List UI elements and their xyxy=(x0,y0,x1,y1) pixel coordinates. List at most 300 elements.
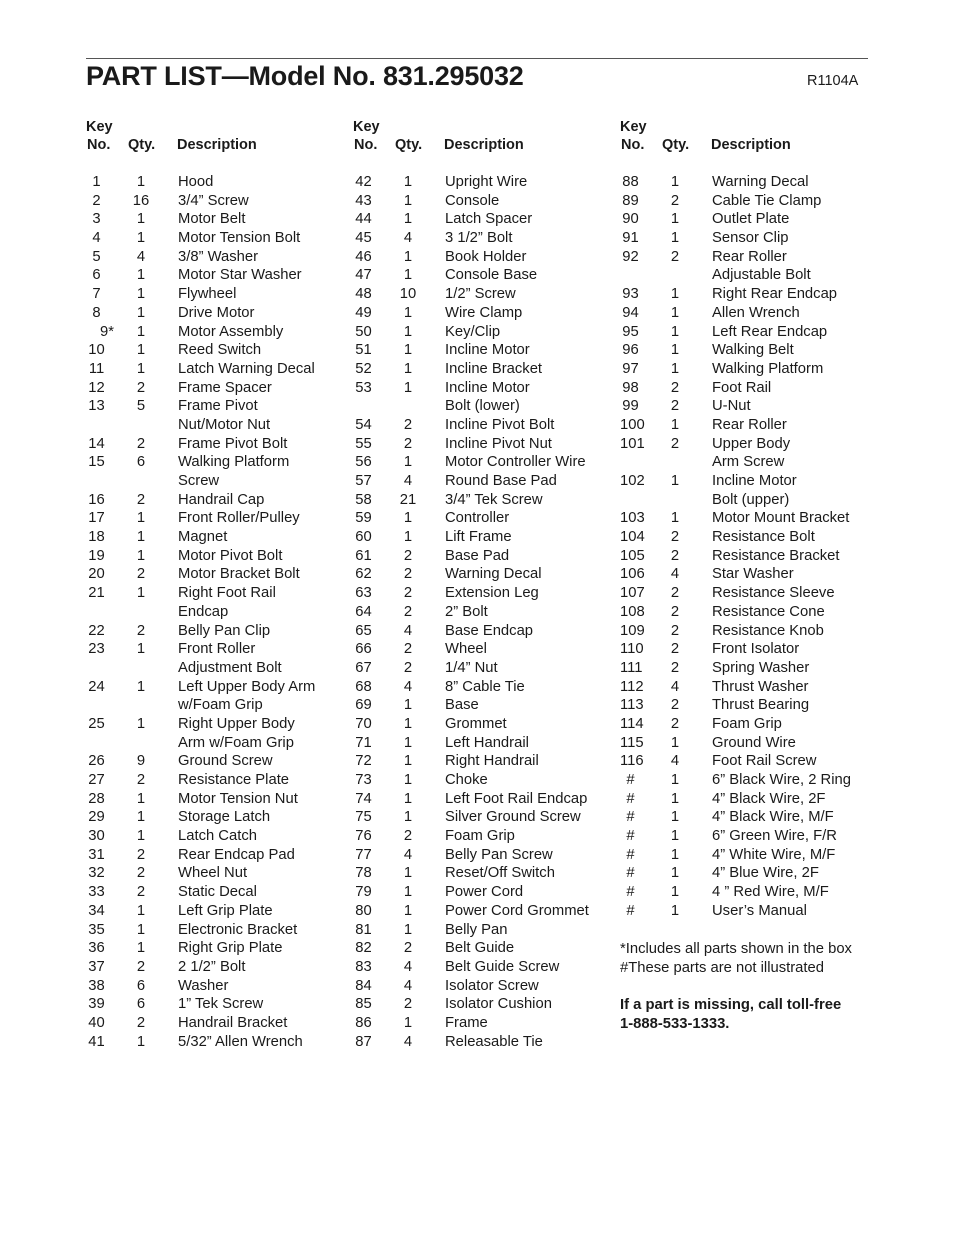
part-qty: 1 xyxy=(670,416,680,433)
part-qty: 1 xyxy=(136,267,146,284)
part-key: 18 xyxy=(88,529,105,546)
part-key: 104 xyxy=(620,529,645,546)
part-qty: 1 xyxy=(670,473,680,489)
part-key: 35 xyxy=(88,921,105,938)
part-description: User’s Manual xyxy=(712,902,807,919)
part-description: Cable Tie Clamp xyxy=(712,192,822,209)
part-key: 48 xyxy=(355,286,372,303)
part-key: 43 xyxy=(355,192,372,209)
part-qty: 1 xyxy=(136,360,146,377)
part-key: 111 xyxy=(620,659,643,676)
part-key: 110 xyxy=(620,641,644,658)
part-qty: 1 xyxy=(403,697,413,714)
part-key: 63 xyxy=(355,585,372,602)
part-qty: 1 xyxy=(670,286,680,303)
part-description: Thrust Washer xyxy=(712,678,809,695)
part-qty: 2 xyxy=(136,1014,146,1031)
part-qty: 2 xyxy=(403,416,413,433)
part-key: 62 xyxy=(355,566,372,583)
part-key: 1 xyxy=(92,174,101,190)
part-key: # xyxy=(626,865,635,882)
part-qty: 1 xyxy=(403,809,413,826)
part-qty: 1 xyxy=(403,529,413,546)
part-key: 105 xyxy=(620,547,645,564)
part-description: Star Washer xyxy=(712,566,794,583)
part-description: Foot Rail xyxy=(712,379,772,396)
part-qty: 1 xyxy=(670,510,680,527)
part-description: Resistance Plate xyxy=(178,772,290,788)
part-description: Left Upper Body Arm xyxy=(178,678,316,695)
part-description: Resistance Cone xyxy=(712,603,825,620)
part-qty: 2 xyxy=(136,772,146,788)
part-qty: 1 xyxy=(136,230,146,247)
part-description: Washer xyxy=(178,977,229,994)
part-key: 83 xyxy=(355,958,372,975)
part-key: 33 xyxy=(88,884,105,901)
part-qty: 1 xyxy=(670,884,680,901)
part-key: 27 xyxy=(88,772,105,788)
part-description: Sensor Clip xyxy=(712,230,789,247)
part-qty: 1 xyxy=(670,342,680,359)
part-description: Wheel Nut xyxy=(178,865,248,882)
part-qty: 1 xyxy=(670,323,680,340)
part-qty: 4 xyxy=(403,230,413,247)
part-key: 91 xyxy=(622,230,639,247)
part-qty: 2 xyxy=(670,398,680,415)
part-description: Bolt (lower) xyxy=(445,398,520,415)
part-qty: 2 xyxy=(670,529,680,546)
part-key: # xyxy=(626,846,635,863)
key-header: Key xyxy=(86,119,113,135)
part-qty: 1 xyxy=(670,174,680,190)
part-description: Releasable Tie xyxy=(445,1033,543,1050)
part-qty: 1 xyxy=(670,865,680,882)
no-header: No. xyxy=(87,137,111,153)
part-description: Nut/Motor Nut xyxy=(178,416,271,433)
part-qty: 1 xyxy=(403,510,413,527)
description-header: Description xyxy=(177,137,257,153)
part-description: Upper Body xyxy=(712,435,791,452)
part-description: 4” Black Wire, M/F xyxy=(712,809,834,826)
part-qty: 16 xyxy=(132,192,150,209)
part-description: Frame Pivot xyxy=(178,398,258,415)
part-description: Left Foot Rail Endcap xyxy=(445,790,588,807)
part-key: 15 xyxy=(88,454,105,471)
part-description: 1” Tek Screw xyxy=(178,996,264,1013)
part-description: Front Roller xyxy=(178,641,256,658)
part-key: 12 xyxy=(88,379,105,396)
part-key: 103 xyxy=(620,510,645,527)
part-key: 58 xyxy=(355,491,372,508)
part-description: Motor Tension Bolt xyxy=(178,230,301,247)
part-description: Screw xyxy=(178,473,220,489)
part-key: 46 xyxy=(355,248,372,265)
part-description: Upright Wire xyxy=(445,174,528,190)
part-qty: 5 xyxy=(136,398,146,415)
part-key: 78 xyxy=(355,865,372,882)
part-description: Right Grip Plate xyxy=(178,940,283,957)
part-qty: 2 xyxy=(403,566,413,583)
part-description: Arm w/Foam Grip xyxy=(178,734,294,751)
part-qty: 1 xyxy=(403,884,413,901)
part-qty: 1 xyxy=(403,790,413,807)
part-qty: 4 xyxy=(403,977,413,994)
part-key: 59 xyxy=(355,510,372,527)
part-description: Resistance Bolt xyxy=(712,529,815,546)
part-description: Latch Warning Decal xyxy=(178,360,315,377)
part-qty: 2 xyxy=(136,379,146,396)
part-key: 41 xyxy=(88,1033,105,1050)
part-qty: 1 xyxy=(403,323,413,340)
part-qty: 1 xyxy=(403,454,413,471)
part-key: 9* xyxy=(100,323,114,340)
part-qty: 1 xyxy=(403,342,413,359)
part-description: Electronic Bracket xyxy=(178,921,298,938)
part-qty: 4 xyxy=(403,846,413,863)
part-key: 25 xyxy=(88,715,105,732)
no-header: No. xyxy=(621,137,645,153)
part-description: Walking Platform xyxy=(178,454,290,471)
part-description: Belt Guide Screw xyxy=(445,958,560,975)
part-key: 7 xyxy=(92,286,101,303)
part-description: Frame Pivot Bolt xyxy=(178,435,288,452)
part-qty: 2 xyxy=(136,622,146,639)
part-qty: 1 xyxy=(136,921,146,938)
part-description: Walking Platform xyxy=(712,360,824,377)
part-key: # xyxy=(626,790,635,807)
part-qty: 1 xyxy=(136,529,146,546)
part-description: Base Pad xyxy=(445,547,510,564)
part-key: 76 xyxy=(355,828,372,845)
part-qty: 1 xyxy=(670,360,680,377)
part-description: Motor Mount Bracket xyxy=(712,510,850,527)
part-qty: 1 xyxy=(670,230,680,247)
part-qty: 2 xyxy=(670,192,680,209)
part-key: 11 xyxy=(88,360,105,377)
part-description: 3/8” Washer xyxy=(178,248,259,265)
part-description: 3/4” Tek Screw xyxy=(445,491,543,508)
part-qty: 1 xyxy=(403,211,413,228)
part-qty: 1 xyxy=(136,715,146,732)
part-key: 14 xyxy=(88,435,105,452)
part-qty: 1 xyxy=(136,828,146,845)
part-key: 40 xyxy=(88,1014,105,1031)
part-key: 77 xyxy=(355,846,372,863)
part-key: 23 xyxy=(88,641,105,658)
part-key: 50 xyxy=(355,323,372,340)
part-key: 90 xyxy=(622,211,639,228)
part-description: Reset/Off Switch xyxy=(445,865,555,882)
part-description: U-Nut xyxy=(712,398,751,415)
part-key: 60 xyxy=(355,529,372,546)
part-description: Arm Screw xyxy=(712,454,785,471)
part-description: Resistance Knob xyxy=(712,622,824,639)
part-key: 97 xyxy=(622,360,639,377)
part-description: Extension Leg xyxy=(445,585,539,602)
part-description: Right Upper Body xyxy=(178,715,295,732)
part-qty: 1 xyxy=(136,902,146,919)
part-key: 92 xyxy=(622,248,639,265)
part-description: Power Cord Grommet xyxy=(445,902,589,919)
part-qty: 2 xyxy=(136,958,146,975)
part-key: 51 xyxy=(355,342,372,359)
part-key: 65 xyxy=(355,622,372,639)
part-key: 112 xyxy=(620,678,644,695)
part-key: 67 xyxy=(355,659,372,676)
part-description: Bolt (upper) xyxy=(712,491,790,508)
part-qty: 1 xyxy=(136,1033,146,1050)
part-description: Static Decal xyxy=(178,884,257,901)
part-description: Storage Latch xyxy=(178,809,271,826)
part-qty: 4 xyxy=(403,958,413,975)
part-key: 37 xyxy=(88,958,105,975)
part-qty: 1 xyxy=(136,641,146,658)
part-description: 4” Blue Wire, 2F xyxy=(712,865,819,882)
part-key: 101 xyxy=(620,435,645,452)
part-key: 109 xyxy=(620,622,645,639)
part-key: 95 xyxy=(622,323,639,340)
part-qty: 2 xyxy=(136,884,146,901)
part-qty: 2 xyxy=(403,547,413,564)
part-qty: 4 xyxy=(403,678,413,695)
part-description: Incline Motor xyxy=(445,342,530,359)
part-qty: 2 xyxy=(670,248,680,265)
notes xyxy=(620,940,852,1034)
part-key: 53 xyxy=(355,379,372,396)
part-key: 28 xyxy=(88,790,105,807)
part-key: 102 xyxy=(620,473,645,489)
part-description: Latch Catch xyxy=(178,828,257,845)
part-description: Ground Wire xyxy=(712,734,796,751)
part-qty: 2 xyxy=(670,659,680,676)
part-key: 16 xyxy=(88,491,105,508)
part-qty: 1 xyxy=(403,772,413,788)
part-description: Motor Tension Nut xyxy=(178,790,298,807)
part-qty: 2 xyxy=(403,641,413,658)
part-qty: 1 xyxy=(403,865,413,882)
part-description: Left Grip Plate xyxy=(178,902,273,919)
part-qty: 2 xyxy=(136,865,146,882)
part-key: # xyxy=(626,772,635,788)
part-description: 2” Bolt xyxy=(445,603,488,620)
part-description: 6” Black Wire, 2 Ring xyxy=(712,772,851,788)
part-key: 116 xyxy=(620,753,644,770)
qty-header: Qty. xyxy=(395,137,423,153)
part-qty: 2 xyxy=(670,641,680,658)
part-description: Grommet xyxy=(445,715,507,732)
description-header: Description xyxy=(444,137,524,153)
part-description: Belly Pan Screw xyxy=(445,846,553,863)
part-description: Rear Endcap Pad xyxy=(178,846,295,863)
part-qty: 9 xyxy=(136,753,146,770)
part-description: Round Base Pad xyxy=(445,473,557,489)
part-description: 3 1/2” Bolt xyxy=(445,230,513,247)
part-qty: 2 xyxy=(670,547,680,564)
part-qty: 2 xyxy=(670,379,680,396)
part-qty: 2 xyxy=(670,585,680,602)
part-key: 66 xyxy=(355,641,372,658)
part-key: 42 xyxy=(355,174,372,190)
part-description: Right Rear Endcap xyxy=(712,286,838,303)
part-key: 107 xyxy=(620,585,645,602)
part-description: Handrail Bracket xyxy=(178,1014,288,1031)
part-description: Adjustment Bolt xyxy=(178,659,282,676)
part-qty: 4 xyxy=(670,753,680,770)
part-qty: 1 xyxy=(403,174,413,190)
part-description: Incline Pivot Nut xyxy=(445,435,552,452)
part-description: Incline Pivot Bolt xyxy=(445,416,555,433)
part-description: Allen Wrench xyxy=(712,304,800,321)
part-description: Rear Roller xyxy=(712,248,787,265)
part-key: 89 xyxy=(622,192,639,209)
part-key: 21 xyxy=(88,585,105,602)
part-description: 1/2” Screw xyxy=(445,286,516,303)
part-description: Right Foot Rail xyxy=(178,585,276,602)
part-description: Resistance Bracket xyxy=(712,547,840,564)
part-qty: 21 xyxy=(399,491,417,508)
part-key: 38 xyxy=(88,977,105,994)
part-key: 61 xyxy=(355,547,372,564)
part-key: 52 xyxy=(355,360,372,377)
part-qty: 4 xyxy=(403,473,413,489)
part-qty: 1 xyxy=(403,267,413,284)
part-description: Motor Pivot Bolt xyxy=(178,547,283,564)
description-header: Description xyxy=(711,137,791,153)
part-key: 29 xyxy=(88,809,105,826)
part-description: Left Rear Endcap xyxy=(712,323,828,340)
part-key: 44 xyxy=(355,211,372,228)
part-description: Belt Guide xyxy=(445,940,515,957)
part-qty: 6 xyxy=(136,977,146,994)
part-qty: 1 xyxy=(403,734,413,751)
part-description: 6” Green Wire, F/R xyxy=(712,828,837,845)
part-description: Thrust Bearing xyxy=(712,697,810,714)
part-qty: 2 xyxy=(403,996,413,1013)
part-key: # xyxy=(626,809,635,826)
part-description: Belly Pan Clip xyxy=(178,622,271,639)
part-description: 1/4” Nut xyxy=(445,659,498,676)
part-description: Isolator Cushion xyxy=(445,996,552,1013)
part-key: 30 xyxy=(88,828,105,845)
part-description: Wheel xyxy=(445,641,487,658)
part-description: 5/32” Allen Wrench xyxy=(178,1033,303,1050)
part-key: 87 xyxy=(355,1033,372,1050)
part-key: 17 xyxy=(88,510,105,527)
part-key: 49 xyxy=(355,304,372,321)
part-key: 71 xyxy=(355,734,372,751)
part-description: Frame Spacer xyxy=(178,379,272,396)
part-description: Right Handrail xyxy=(445,753,539,770)
part-key: 19 xyxy=(88,547,105,564)
part-key: 45 xyxy=(355,230,372,247)
part-qty: 4 xyxy=(670,678,680,695)
part-key: 84 xyxy=(355,977,372,994)
part-key: 13 xyxy=(88,398,105,415)
part-description: Foam Grip xyxy=(445,828,515,845)
part-description: 4” Black Wire, 2F xyxy=(712,790,826,807)
part-description: Console Base xyxy=(445,267,538,284)
part-description: Walking Belt xyxy=(712,342,794,359)
key-header: Key xyxy=(353,119,380,135)
part-key: 108 xyxy=(620,603,645,620)
part-description: Ground Screw xyxy=(178,753,273,770)
part-description: Latch Spacer xyxy=(445,211,533,228)
part-key: 47 xyxy=(355,267,372,284)
part-description: Frame xyxy=(445,1014,488,1031)
part-key: # xyxy=(626,828,635,845)
part-qty: 1 xyxy=(136,211,146,228)
part-description: Foot Rail Screw xyxy=(712,753,817,770)
part-key: 39 xyxy=(88,996,105,1013)
part-description: Controller xyxy=(445,510,510,527)
part-qty: 1 xyxy=(136,547,146,564)
part-description: 2 1/2” Bolt xyxy=(178,958,246,975)
part-description: Base xyxy=(445,697,479,714)
part-description: Power Cord xyxy=(445,884,524,901)
part-qty: 2 xyxy=(403,828,413,845)
part-description: Endcap xyxy=(178,603,229,620)
part-qty: 1 xyxy=(136,510,146,527)
part-description: Front Roller/Pulley xyxy=(178,510,300,527)
part-description: Magnet xyxy=(178,529,228,546)
part-qty: 1 xyxy=(136,809,146,826)
part-description: Handrail Cap xyxy=(178,491,265,508)
part-key: 5 xyxy=(92,248,101,265)
part-key: 74 xyxy=(355,790,372,807)
qty-header: Qty. xyxy=(662,137,690,153)
qty-header: Qty. xyxy=(128,137,156,153)
part-key: 56 xyxy=(355,454,372,471)
part-qty: 1 xyxy=(670,734,680,751)
part-description: Wire Clamp xyxy=(445,304,523,321)
part-description: Incline Bracket xyxy=(445,360,543,377)
part-key: 8 xyxy=(92,304,101,321)
document-code: R1104A xyxy=(807,73,859,89)
part-key: 75 xyxy=(355,809,372,826)
part-key: 68 xyxy=(355,678,372,695)
part-description: Motor Star Washer xyxy=(178,267,302,284)
part-qty: 6 xyxy=(136,454,146,471)
part-qty: 2 xyxy=(136,435,146,452)
part-key: 113 xyxy=(620,697,644,714)
part-key: 100 xyxy=(620,416,645,433)
page-title: PART LIST—Model No. 831.295032 xyxy=(86,61,524,91)
part-key: 114 xyxy=(620,715,644,732)
part-description: 3/4” Screw xyxy=(178,192,249,209)
part-key: 22 xyxy=(88,622,105,639)
part-qty: 1 xyxy=(403,192,413,209)
part-qty: 2 xyxy=(670,603,680,620)
part-description: Key/Clip xyxy=(445,323,501,340)
part-qty: 1 xyxy=(403,921,413,938)
part-description: Warning Decal xyxy=(712,174,809,190)
part-key: 24 xyxy=(88,678,105,695)
part-key: 80 xyxy=(355,902,372,919)
part-description: 8” Cable Tie xyxy=(445,678,525,695)
part-description: Hood xyxy=(178,174,214,190)
part-description: Motor Controller Wire xyxy=(445,454,586,471)
part-qty: 2 xyxy=(670,435,680,452)
part-key: 79 xyxy=(355,884,372,901)
note-hash: #These parts are not illustrated xyxy=(620,959,824,976)
part-key: 36 xyxy=(88,940,105,957)
part-key: 6 xyxy=(92,267,101,284)
part-qty: 1 xyxy=(670,211,680,228)
part-qty: 1 xyxy=(136,678,146,695)
part-description: Base Endcap xyxy=(445,622,534,639)
part-qty: 6 xyxy=(136,996,146,1013)
part-description: 4” White Wire, M/F xyxy=(712,846,836,863)
